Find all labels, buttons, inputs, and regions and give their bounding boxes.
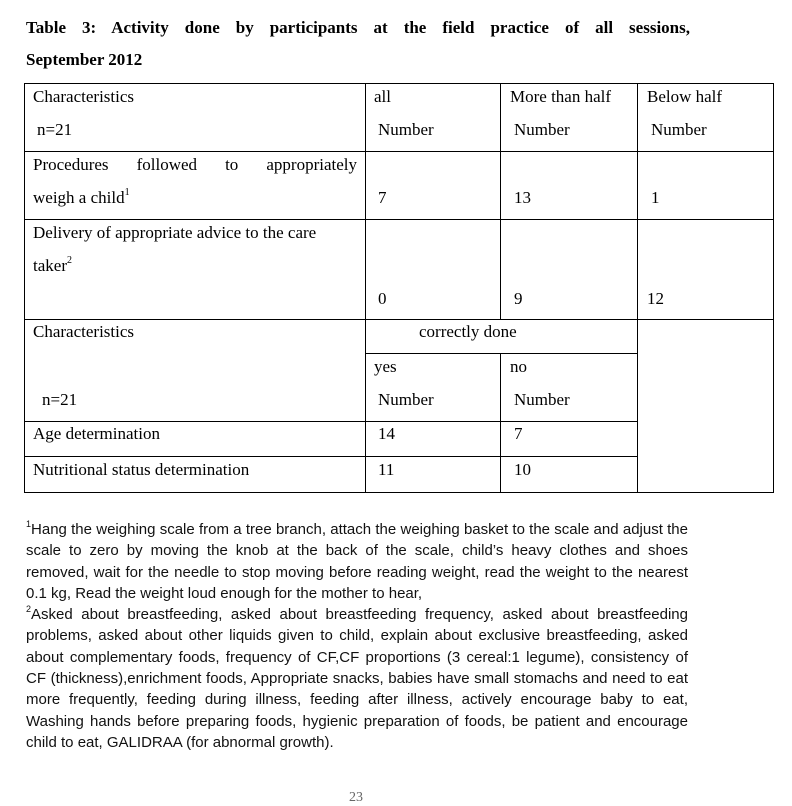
table-row [25,152,774,220]
footnotes [26,519,688,753]
header-yes-unit: Number [378,390,434,409]
empty-cell [638,320,774,493]
cell-more: 13 [514,188,531,207]
cell-yes: 11 [378,460,395,479]
header-n: n=21 [37,120,73,139]
table-header-row [25,84,774,152]
header-all-cell [366,84,501,152]
footnote-ref: 2 [66,255,72,266]
page-number: 23 [349,790,363,805]
header-characteristics-cell [25,320,366,422]
cell-below: 12 [647,289,664,308]
header-n: n=21 [42,390,78,409]
table-title-line-1: Table 3: Activity done by participants at the field practice of all sessions, [26,18,690,37]
header-no-cell [501,354,638,422]
header-yes: yes [374,357,397,376]
header-all-unit: Number [378,120,434,139]
row-label-line-2: taker$^2$ [33,255,72,275]
table-header-row [25,320,774,354]
header-correctly-done-cell [366,320,638,354]
row-label-line-1: Procedures followed to appropriately [33,155,357,174]
header-yes-cell [366,354,501,422]
activity-table [24,83,774,493]
footnote-marker: 1 [26,519,32,529]
header-below-unit: Number [651,120,707,139]
header-below-half: Below half [647,87,723,106]
table-row [25,220,774,320]
cell-all: 7 [378,188,387,207]
footnote-marker: 2 [26,604,32,615]
row-label-line-1: Delivery of appropriate advice to the care [33,223,317,242]
row-label-line-2: weigh a child$^1$ [33,187,130,207]
header-more-than-half: More than half [510,87,612,106]
header-below-cell [638,84,774,152]
header-more-cell [501,84,638,152]
header-more-unit: Number [514,120,570,139]
footnote-ref: 1 [124,187,130,198]
row-label: Nutritional status determination [33,460,250,479]
header-no: no [510,357,527,376]
header-correctly-done: correctly done [419,322,517,341]
row-label: Age determination [33,424,160,443]
footnote-1 [26,519,688,604]
table-title [26,12,690,76]
cell-no: 10 [514,460,531,479]
footnote-text: Asked about breastfeeding, asked about breastfeeding frequency, asked about breastfeeding problems, asked about other liquids given to child, explain about exclusive breastfeeding, asked about complementary foods, frequency of CF,CF proportions (3 cereal:1 legume), consistency of CF (thickness),enrichment foods, Appropriate snacks, babies have small stomachs and need to eat more frequently, feeding during illness, feeding after illness, actively encourage baby to eat, Washing hands before preparing foods, hygienic preparation of foods, be patient and encourage child to eat, GALIDRAA (for abnormal growth). [26,606,688,751]
header-characteristics-cell [25,84,366,152]
cell-no: 7 [514,424,523,443]
cell-yes: 14 [378,424,395,443]
cell-more: 9 [514,289,523,308]
cell-below: 1 [651,188,660,207]
header-all: all [374,87,391,106]
header-no-unit: Number [514,390,570,409]
header-characteristics: Characteristics [33,87,135,106]
footnote-2 [26,604,688,753]
cell-all: 0 [378,289,387,308]
footnote-text: Hang the weighing scale from a tree branch, attach the weighing basket to the scale and adjust the scale to zero by moving the knob at the back of the scale, child’s heavy clothes and shoes removed, wait for the needle to stop moving before reading weight, read the weight to the nearest 0.1 kg, Read the weight loud enough for the mother to hear, [26,521,688,602]
header-characteristics: Characteristics [33,322,135,341]
table-title-line-2: September 2012 [26,50,143,69]
